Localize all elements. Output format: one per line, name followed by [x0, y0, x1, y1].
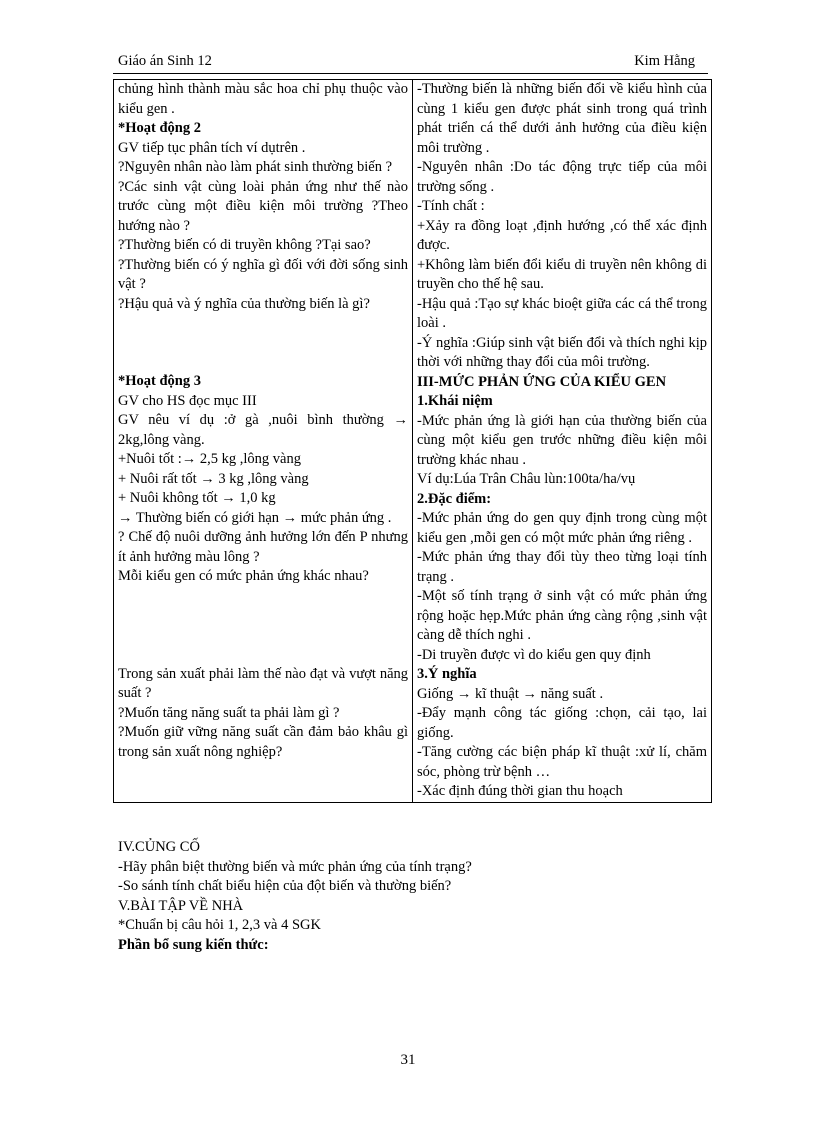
left-question: ?Hậu quả và ý nghĩa của thường biến là gì?	[118, 295, 370, 312]
left-text: chủng hình thành màu sắc hoa chỉ phụ thuộc vào kiểu gen .	[118, 81, 408, 117]
supplement-heading: Phần bổ sung kiến thức:	[118, 936, 269, 953]
right-text: Ví dụ:Lúa Trân Châu lùn:100ta/ha/vụ	[417, 471, 636, 487]
left-text: GV nêu ví dụ :ở gà ,nuôi bình thường → 2kg,lông vàng.	[118, 412, 408, 448]
content-column	[413, 80, 712, 803]
right-text: -Ý nghĩa :Giúp sinh vật biến đổi và thích nghi kịp thời với những thay đổi của môi trường.	[417, 334, 707, 370]
left-question: ?Thường biến có ý nghĩa gì đối với đời sống sinh vật ?	[118, 256, 408, 292]
right-text: -Di truyền được vì do kiểu gen quy định	[417, 646, 651, 663]
right-text: +Không làm biến đổi kiểu di truyền nên không di truyền cho thế hệ sau.	[417, 256, 707, 292]
homework-item: *Chuẩn bị câu hỏi 1, 2,3 và 4 SGK	[118, 917, 321, 933]
left-text: +Nuôi tốt :→ 2,5 kg ,lông vàng	[118, 451, 301, 467]
right-text: -Đẩy mạnh công tác giống :chọn, cải tạo, lai giống.	[417, 705, 707, 741]
subsection-heading: 3.Ý nghĩa	[417, 666, 477, 682]
left-question: ?Nguyên nhân nào làm phát sinh thường biến ?	[118, 159, 393, 175]
left-text: GV tiếp tục phân tích ví dụtrên .	[118, 139, 306, 156]
header-subject: Giáo án Sinh 12	[118, 53, 212, 69]
page-header	[118, 53, 695, 73]
review-question: -So sánh tính chất biểu hiện của đột biến và thường biến?	[118, 878, 452, 894]
spacer	[118, 587, 408, 645]
section-heading: IV.CỦNG CỐ	[118, 839, 200, 855]
left-question: ? Chế độ nuôi dưỡng ảnh hưởng lớn đến P nhưng ít ảnh hưởng màu lông ?	[118, 529, 408, 565]
right-text: -Mức phản ứng thay đổi tùy theo từng loại tính trạng .	[417, 549, 707, 585]
spacer	[118, 645, 408, 665]
header-rule	[113, 73, 708, 74]
left-question: ?Muốn tăng năng suất ta phải làm gì ?	[118, 704, 340, 721]
right-text: -Mức phản ứng do gen quy định trong cùng một kiểu gen ,mỗi gen có một mức phản ứng riêng .	[417, 510, 707, 546]
left-text: + Nuôi rất tốt → 3 kg ,lông vàng	[118, 470, 309, 487]
page-number: 31	[400, 1052, 416, 1068]
activity-heading: *Hoạt động 3	[118, 373, 201, 389]
consolidation-section	[118, 838, 708, 955]
right-text: -Tính chất :	[417, 198, 485, 214]
review-question: -Hãy phân biệt thường biến và mức phản ứng của tính trạng?	[118, 858, 472, 875]
right-text: -Mức phản ứng là giới hạn của thường biến của cùng một kiểu gen trước những điều kiện môi trường khác nhau .	[417, 412, 707, 468]
right-text: Giống → kĩ thuật → năng suất .	[417, 685, 604, 702]
activity-heading: *Hoạt động 2	[118, 120, 201, 136]
spacer	[118, 314, 408, 372]
right-text: -Hậu quả :Tạo sự khác bioệt giữa các cá thể trong loài .	[417, 295, 707, 331]
left-question: ?Muốn giữ vững năng suất cần đảm bảo khâu gì trong sản xuất nông nghiệp?	[118, 724, 408, 760]
subsection-heading: 2.Đặc điểm:	[417, 490, 492, 507]
right-text: -Thường biến là những biến đổi về kiểu hình của cùng 1 kiểu gen được phát sinh trong quá trình phát triển cá thể dưới ảnh hưởng của điều kiện môi trường .	[417, 81, 707, 156]
section-heading: V.BÀI TẬP VỀ NHÀ	[118, 897, 244, 914]
section-heading: III-MỨC PHẢN ỨNG CỦA KIỂU GEN	[417, 373, 667, 390]
teacher-activity-column	[114, 80, 413, 803]
right-text: -Xác định đúng thời gian thu hoạch	[417, 783, 623, 799]
left-question: Trong sản xuất phải làm thế nào đạt và vượt năng suất ?	[118, 665, 408, 701]
table-row	[114, 80, 712, 803]
left-question: Mỗi kiểu gen có mức phản ứng khác nhau?	[118, 568, 369, 584]
left-question: ?Các sinh vật cùng loài phản ứng như thế nào trước cùng một điều kiện môi trường ?Theo hướng nào ?	[118, 178, 408, 234]
subsection-heading: 1.Khái niệm	[417, 393, 493, 409]
left-text: + Nuôi không tốt → 1,0 kg	[118, 490, 276, 506]
right-text: -Tăng cường các biện pháp kĩ thuật :xử lí, chăm sóc, phòng trừ bệnh …	[417, 744, 707, 780]
lesson-table	[113, 79, 712, 803]
header-author: Kim Hằng	[634, 53, 695, 69]
left-text: GV cho HS đọc mục III	[118, 392, 257, 409]
left-text: → Thường biến có giới hạn → mức phản ứng .	[118, 509, 392, 526]
right-text: +Xảy ra đồng loạt ,định hướng ,có thể xác định được.	[417, 217, 707, 253]
right-text: -Nguyên nhân :Do tác động trực tiếp của môi trường sống .	[417, 159, 707, 195]
right-text: -Một số tính trạng ở sinh vật có mức phản ứng rộng hoặc hẹp.Mức phản ứng càng rộng ,sinh vật càng dễ thích nghi .	[417, 588, 707, 643]
left-question: ?Thường biến có di truyền không ?Tại sao?	[118, 237, 371, 253]
